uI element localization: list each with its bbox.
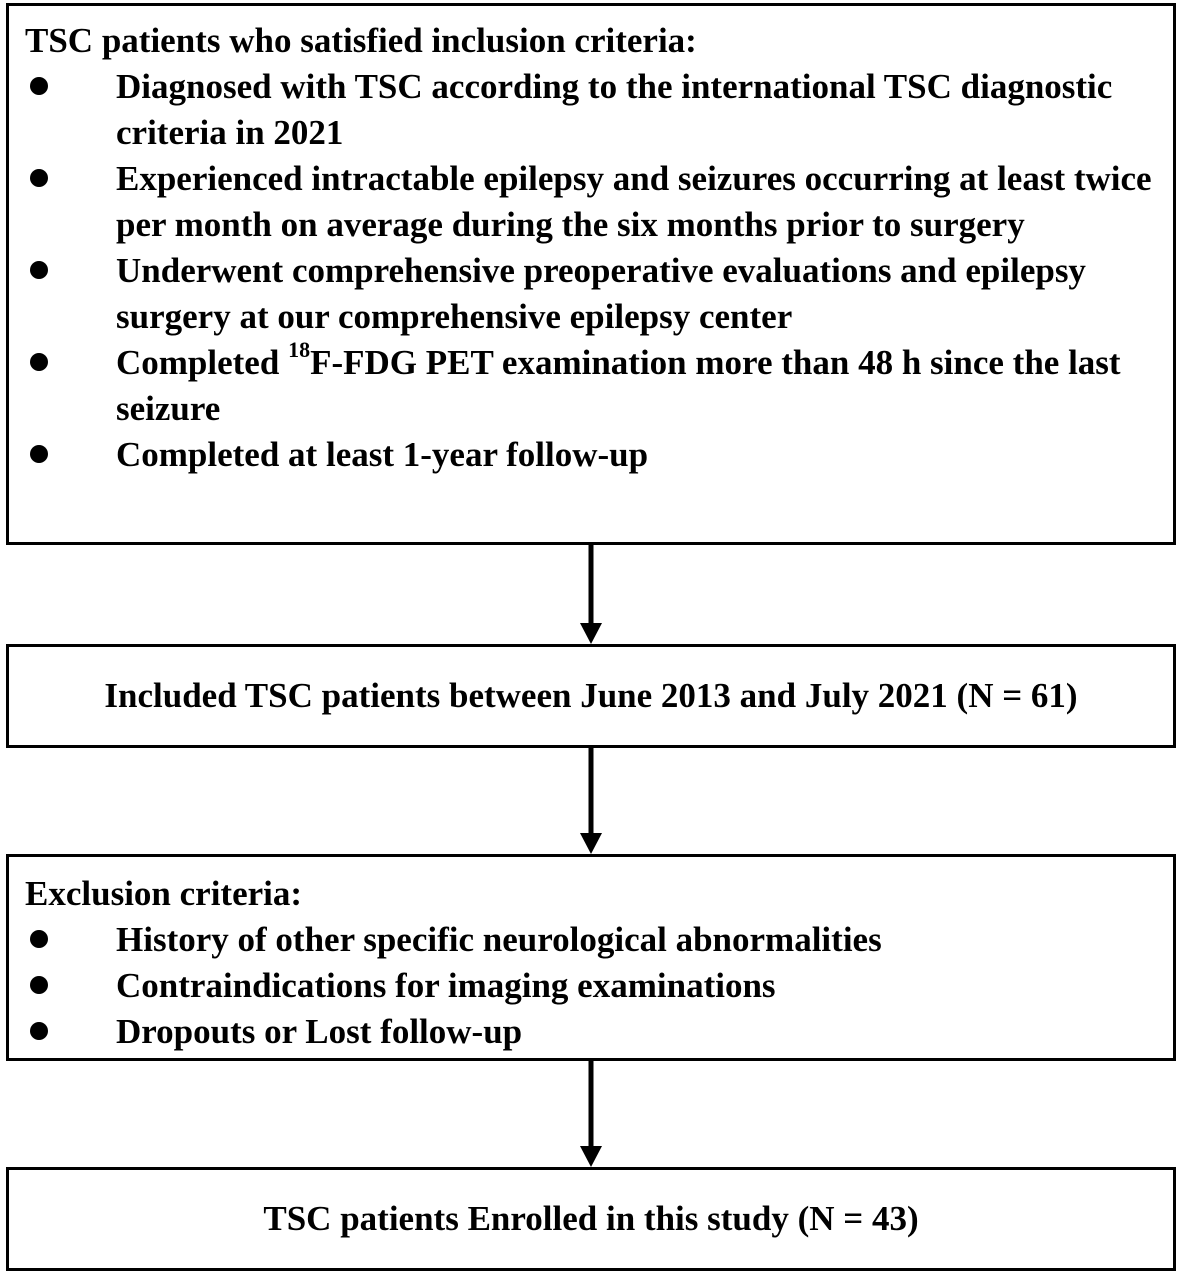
- exclusion-heading: Exclusion criteria:: [25, 874, 303, 913]
- bullet-icon: [30, 261, 48, 279]
- inclusion-item-text-after: F-FDG PET examination more than 48 h since the last seizure: [116, 343, 1121, 428]
- isotope-superscript: 18: [288, 337, 311, 363]
- exclusion-criteria-box: [6, 854, 1176, 1061]
- down-arrow-icon: [580, 1061, 602, 1167]
- exclusion-item-text: Dropouts or Lost follow-up: [116, 1012, 523, 1051]
- inclusion-item-text: Completed at least 1-year follow-up: [116, 435, 649, 474]
- inclusion-item-text: Experienced intractable epilepsy and seizures occurring at least twice per month on average during the six months prior to surgery: [116, 159, 1152, 244]
- included-patients-text: Included TSC patients between June 2013 and July 2021 (N = 61): [104, 676, 1078, 715]
- inclusion-criteria-list: [25, 64, 1153, 478]
- bullet-icon: [30, 169, 48, 187]
- exclusion-item: [25, 1009, 1153, 1055]
- down-arrow-icon: [580, 748, 602, 854]
- inclusion-criteria-box: [6, 3, 1176, 545]
- exclusion-item: [25, 963, 1153, 1009]
- enrolled-patients-box: [6, 1167, 1176, 1271]
- inclusion-heading: TSC patients who satisfied inclusion criteria:: [25, 21, 697, 60]
- bullet-icon: [30, 976, 48, 994]
- inclusion-item-text: Diagnosed with TSC according to the international TSC diagnostic criteria in 2021: [116, 67, 1113, 152]
- inclusion-item: [25, 248, 1153, 340]
- enrolled-patients-text: TSC patients Enrolled in this study (N = 43): [263, 1199, 919, 1238]
- exclusion-item: [25, 917, 1153, 963]
- inclusion-item: [25, 432, 1153, 478]
- bullet-icon: [30, 445, 48, 463]
- bullet-icon: [30, 930, 48, 948]
- inclusion-item-text-before: Completed: [116, 343, 289, 382]
- bullet-icon: [30, 1022, 48, 1040]
- exclusion-item-text: History of other specific neurological abnormalities: [116, 920, 882, 959]
- bullet-icon: [30, 77, 48, 95]
- inclusion-item: [25, 156, 1153, 248]
- inclusion-item: [25, 64, 1153, 156]
- bullet-icon: [30, 353, 48, 371]
- exclusion-criteria-list: [25, 917, 1153, 1055]
- down-arrow-icon: [580, 545, 602, 644]
- inclusion-item-text: Underwent comprehensive preoperative evaluations and epilepsy surgery at our comprehensive epilepsy center: [116, 251, 1086, 336]
- exclusion-item-text: Contraindications for imaging examinations: [116, 966, 776, 1005]
- included-patients-box: [6, 644, 1176, 748]
- inclusion-item: [25, 337, 1153, 432]
